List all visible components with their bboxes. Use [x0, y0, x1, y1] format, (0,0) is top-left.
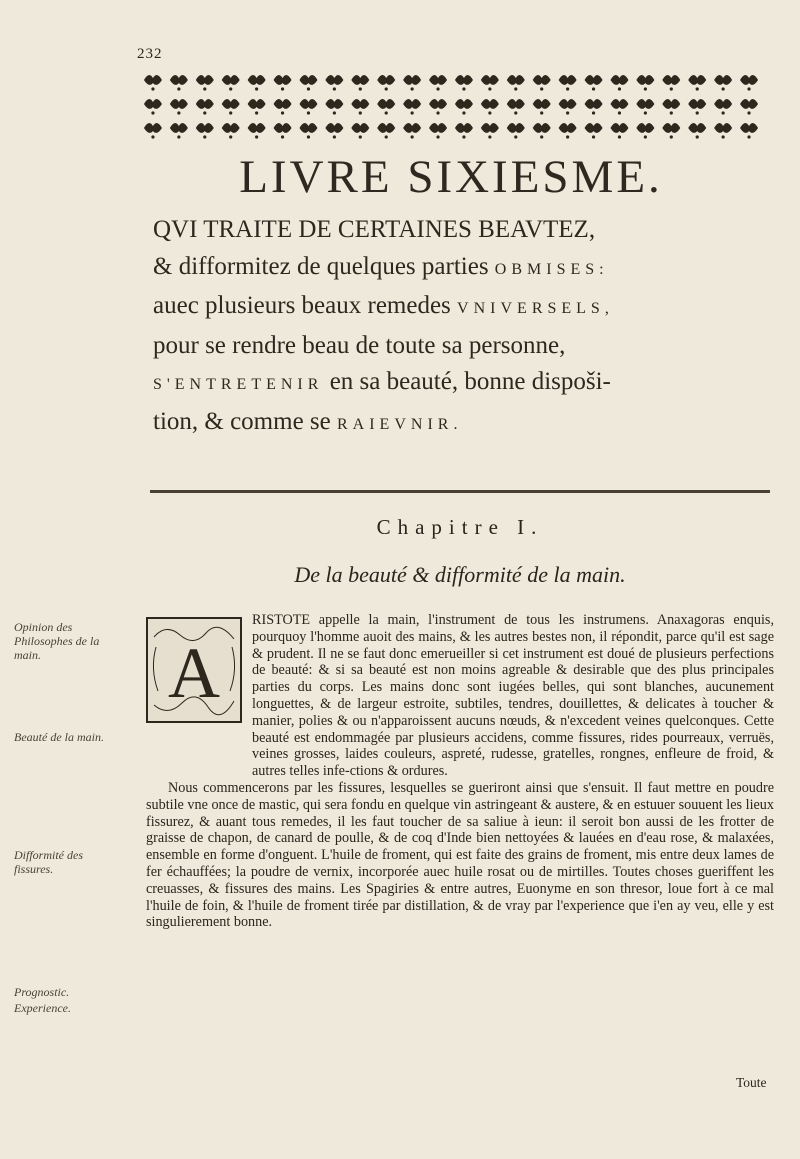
ornament-dot [359, 111, 362, 114]
ornament-motif [455, 75, 473, 85]
ornament-dot [255, 135, 258, 138]
subtitle-text: QVI TRAITE DE CERTAINES BEAVTEZ, [153, 216, 596, 243]
ornament-dot [229, 111, 232, 114]
margin-note: Opinion des Philosophes de la main. [14, 620, 100, 662]
subtitle-block [153, 212, 793, 443]
subtitle-line [153, 364, 793, 404]
ornament-dot [307, 135, 310, 138]
subtitle-text: & difformitez de quelques parties [153, 252, 495, 280]
ornament-motif [299, 99, 317, 109]
ornament-dot [177, 135, 180, 138]
ornament-motif [714, 99, 732, 109]
ornament-dot [307, 111, 310, 114]
ornament-motif [299, 75, 317, 85]
ornament-dot [514, 87, 517, 90]
ornament-motif [636, 123, 654, 133]
ornament-dot [229, 87, 232, 90]
subtitle-text: auec plusieurs beaux remedes [153, 292, 458, 319]
ornament-motif [507, 99, 525, 109]
ornament-motif [377, 75, 395, 85]
ornament-motif [170, 75, 188, 85]
ornament-motif [222, 75, 240, 85]
subtitle-line [153, 288, 793, 328]
ornament-dot [670, 111, 673, 114]
ornament-motif [559, 99, 577, 109]
ornament-dot [307, 87, 310, 90]
ornament-motif [196, 75, 214, 85]
ornament-motif [377, 123, 395, 133]
ornament-dot [229, 135, 232, 138]
ornament-motif [507, 123, 525, 133]
ornament-motif [299, 123, 317, 133]
ornament-motif [429, 123, 447, 133]
ornament-dot [151, 135, 154, 138]
ornament-motif [559, 75, 577, 85]
ornament-dot [359, 87, 362, 90]
ornament-motif [507, 75, 525, 85]
ornament-dot [644, 111, 647, 114]
ornament-motif [248, 99, 266, 109]
ornament-motif [585, 99, 603, 109]
ornament-motif [688, 123, 706, 133]
ornament-dot [747, 111, 750, 114]
subtitle-caps: VNIVERSELS, [457, 300, 614, 317]
subtitle-caps: OBMISES: [494, 260, 609, 278]
subtitle-text: en sa beauté, bonne dispoši- [323, 368, 611, 395]
ornament-dot [696, 111, 699, 114]
ornament-dot [747, 135, 750, 138]
subtitle-line [153, 212, 793, 249]
ornament-dot [566, 87, 569, 90]
ornament-dot [281, 135, 284, 138]
ornament-motif [351, 75, 369, 85]
ornament-dot [566, 111, 569, 114]
ornament-motif [636, 75, 654, 85]
ornament-dot [644, 135, 647, 138]
ornament-dot [255, 87, 258, 90]
ornament-dot [488, 87, 491, 90]
ornament-motif [585, 123, 603, 133]
ornament-dot [488, 111, 491, 114]
ornament-motif [740, 99, 758, 109]
ornament-motif [714, 123, 732, 133]
ornament-motif [274, 123, 292, 133]
margin-note: Difformité des fissures. [14, 848, 83, 876]
ornament-motif [325, 123, 343, 133]
ornament-dot [333, 111, 336, 114]
ornament-motif [196, 123, 214, 133]
subtitle-line [153, 404, 793, 444]
ornament-dot [255, 111, 258, 114]
ornament-dot [592, 135, 595, 138]
ornament-dot [722, 87, 725, 90]
ornament-motif [740, 75, 758, 85]
subtitle-caps: RAIEVNIR. [337, 415, 463, 433]
ornament-motif [740, 123, 758, 133]
ornament-motif [403, 123, 421, 133]
ornament-motif [170, 123, 188, 133]
book-title: LIVRE SIXIESME. [239, 151, 663, 203]
ornament-motif [610, 99, 628, 109]
subtitle-line [153, 328, 793, 365]
ornament-motif [274, 99, 292, 109]
ornament-motif [481, 123, 499, 133]
ornament-motif [144, 123, 162, 133]
ornament-motif [662, 99, 680, 109]
ornament-motif [533, 75, 551, 85]
ornament-dot [618, 135, 621, 138]
ornament-dot [436, 111, 439, 114]
margin-note: Experience. [14, 1001, 71, 1015]
ornament-dot [203, 135, 206, 138]
ornament-dot [177, 111, 180, 114]
ornament-motif [274, 75, 292, 85]
ornament-dot [462, 87, 465, 90]
ornament-motif [403, 99, 421, 109]
ornament-dot [333, 87, 336, 90]
ornament-motif [144, 99, 162, 109]
ornament-dot [592, 87, 595, 90]
subtitle-text: tion, & comme se [153, 407, 337, 435]
ornament-motif [455, 99, 473, 109]
ornament-dot [462, 135, 465, 138]
ornament-dot [359, 135, 362, 138]
ornament-motif [351, 123, 369, 133]
ornament-motif [377, 99, 395, 109]
ornament-motif [481, 99, 499, 109]
margin-note: Prognostic. [14, 985, 70, 999]
ornament-motif [248, 75, 266, 85]
ornament-motif [222, 123, 240, 133]
subtitle-line [153, 249, 793, 289]
ornament-dot [540, 135, 543, 138]
ornament-dot [411, 111, 414, 114]
ornament-dot [151, 87, 154, 90]
ornament-dot [203, 111, 206, 114]
catchword: Toute [736, 1075, 767, 1090]
ornament-motif [610, 123, 628, 133]
ornament-dot [722, 111, 725, 114]
paragraph: Nous commencerons par les fissures, lesquelles se gueriront ainsi que s'ensuit. Il faut mettre en poudre subtile vne once de mastic, qui sera fondu en quelque vin astringeant & austere, & en estuuer souuent les lieux fissurez, & auant tous remedes, il les faut toucher de sa saliue à ieun: il seroit bon aussi de les frotter de graisse de chapon, de canard de poulle, & de coq d'Inde bien nettoyées & lauées en d'eau rose, & malaxées, ensemble en forme d'onguent. L'huile de froment, qui est faite des grains de froment, mis entre deux lames de fer échauffées; la poudre de vernix, incorporée auec huile rosat ou de mirtilles. Toutes choses gueriffent les creuasses, & fissures des mains. Les Spagiries & entre autres, Euonyme en son thresor, loue fort à ce mal l'huile de foin, & l'huile de froment tirée par distillation, & de vray par l'experience que i'en ay veu, elle y est singulierement bonne. [146, 779, 774, 931]
ornament-dot [436, 135, 439, 138]
ornament-dot [618, 111, 621, 114]
ornament-motif [662, 123, 680, 133]
ornament-dot [281, 111, 284, 114]
ornament-dot [411, 87, 414, 90]
ornament-dot [670, 135, 673, 138]
ornament-motif [403, 75, 421, 85]
ornament-motif [248, 123, 266, 133]
ornament-motif [559, 123, 577, 133]
ornament-dot [333, 135, 336, 138]
ornament-dot [514, 135, 517, 138]
ornament-dot [644, 87, 647, 90]
ornament-dot [203, 87, 206, 90]
ornament-motif [533, 99, 551, 109]
ornament-dot [462, 111, 465, 114]
body-text [146, 612, 774, 931]
chapter-label: Chapitre I. [376, 515, 544, 539]
ornament-dot [566, 135, 569, 138]
margin-note: Beauté de la main. [14, 730, 104, 744]
ornament-dot [696, 135, 699, 138]
chapter-title: De la beauté & difformité de la main. [294, 562, 626, 587]
initial-letter: A [168, 633, 220, 713]
ornament-dot [281, 87, 284, 90]
ornament-motif [222, 99, 240, 109]
ornament-dot [514, 111, 517, 114]
ornament-dot [592, 111, 595, 114]
ornament-dot [411, 135, 414, 138]
ornament-motif [170, 99, 188, 109]
page-number: 232 [137, 46, 163, 62]
ornament-motif [636, 99, 654, 109]
ornament-motif [533, 123, 551, 133]
divider-rule [150, 490, 770, 493]
ornament-dot [436, 87, 439, 90]
ornament-motif [144, 75, 162, 85]
ornament-dot [618, 87, 621, 90]
paragraph: RISTOTE appelle la main, l'instrument de tous les instrumens. Anaxagoras enquis, pourquoy l'homme auoit des mains, & les autres bestes non, il répondit, parce qu'il est sage & prudent. Il ne se faut donc emerueiller si cet instrument est doué de plusieurs perfections de beauté: & si sa beauté est non moins agreable & desirable que des plus principales parties du corps. Les mains donc sont iugées belles, qui sont blanches, aucunement longuettes, & de largeur estroite, subtiles, tendres, douillettes, & delicates à toucher & manier, polies & ou n'apparoissent aucuns nœuds, & n'excedent veines quelconques. Cette beauté est endommagée par plusieurs accidens, comme fissures, rides pourreaux, verruës, veines grosses, laides couleurs, aspreté, rudesse, gratelles, rongnes, enfleure de froid, & autres telles infe-ctions & ordures. [252, 612, 774, 780]
ornament-motif [196, 99, 214, 109]
ornament-dot [385, 111, 388, 114]
ornament-dot [385, 135, 388, 138]
ornament-motif [585, 75, 603, 85]
ornament-motif [481, 75, 499, 85]
ornament-dot [385, 87, 388, 90]
ornament-motif [714, 75, 732, 85]
ornament-motif [688, 99, 706, 109]
ornament-motif [688, 75, 706, 85]
ornament-motif [429, 75, 447, 85]
ornament-dot [151, 111, 154, 114]
ornament-dot [722, 135, 725, 138]
ornament-dot [670, 87, 673, 90]
ornament-headpiece [140, 68, 762, 140]
ornament-dot [488, 135, 491, 138]
ornament-dot [696, 87, 699, 90]
ornament-motif [610, 75, 628, 85]
ornament-dot [540, 87, 543, 90]
ornament-motif [325, 75, 343, 85]
subtitle-text: pour se rendre beau de toute sa personne, [153, 331, 566, 359]
ornament-motif [351, 99, 369, 109]
subtitle-caps: S'ENTRETENIR [153, 376, 324, 393]
ornament-dot [540, 111, 543, 114]
ornament-motif [662, 75, 680, 85]
ornament-motif [325, 99, 343, 109]
ornament-dot [177, 87, 180, 90]
ornament-motif [429, 99, 447, 109]
ornament-dot [747, 87, 750, 90]
ornament-motif [455, 123, 473, 133]
